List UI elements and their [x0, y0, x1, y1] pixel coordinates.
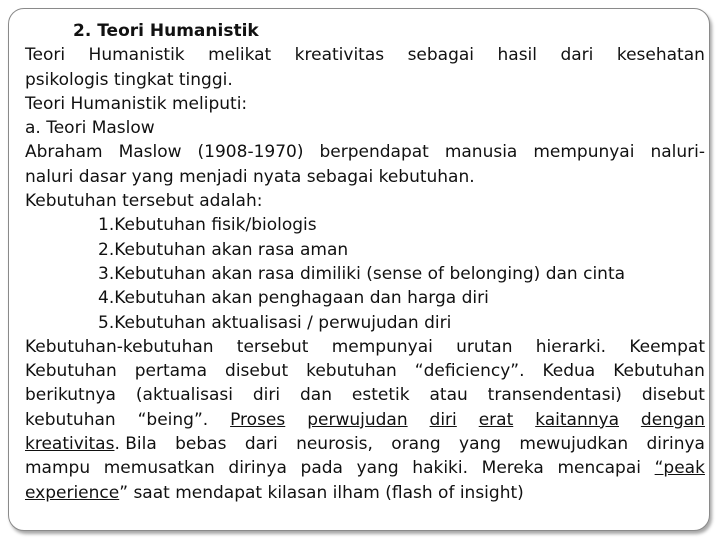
intro-line-1	[25, 43, 705, 67]
underlined-word: experience	[25, 482, 120, 503]
paragraph-line-5	[25, 432, 705, 456]
subheading-maslow: a. Teori Maslow	[25, 118, 155, 139]
word: diri	[252, 385, 281, 406]
word: urutan	[456, 336, 513, 357]
underlined-word: diri	[429, 409, 457, 430]
word: berpendapat	[319, 142, 429, 163]
word: Humanistik	[88, 45, 185, 66]
needs-intro: Kebutuhan tersebut adalah:	[25, 191, 263, 212]
word: mewujudkan	[519, 434, 629, 455]
paragraph-line-3	[25, 383, 705, 407]
word: dari	[560, 45, 594, 66]
word: Keempat	[629, 336, 705, 357]
word: hakiki.	[412, 458, 469, 479]
word: orang	[391, 434, 441, 455]
word: berikutnya	[25, 385, 116, 406]
line-text: ” saat mendapat kilasan ilham (flash of insight)	[119, 482, 524, 503]
word: kesehatan	[616, 45, 705, 66]
need-item-4: 4.Kebutuhan akan penghagaan dan harga diri	[98, 288, 489, 309]
word: mencapai	[557, 458, 641, 479]
underlined-word: kreativitas	[25, 434, 115, 455]
word: Kebutuhan	[25, 361, 117, 382]
word: (aktualisasi	[135, 385, 233, 406]
word-group	[25, 432, 157, 456]
word: transendentasi)	[487, 385, 622, 406]
word: hasil	[497, 45, 537, 66]
maslow-line-1	[25, 140, 705, 164]
word: Maslow	[118, 142, 182, 163]
word: dari	[244, 434, 278, 455]
word: Mereka	[481, 458, 544, 479]
underlined-word: Proses	[230, 409, 286, 430]
paragraph-line-6	[25, 456, 705, 480]
word: memusatkan	[103, 458, 215, 479]
slide-content	[25, 19, 705, 505]
need-item-3: 3.Kebutuhan akan rasa dimiliki (sense of belonging) dan cinta	[98, 263, 626, 284]
word: “being”.	[137, 409, 209, 430]
maslow-line-2: naluri dasar yang menjadi nyata sebagai kebutuhan.	[25, 166, 475, 187]
word: melikat	[208, 45, 272, 66]
word: mempunyai	[331, 336, 433, 357]
underlined-word: “peak	[654, 458, 705, 479]
paragraph-line-1	[25, 335, 705, 359]
word: . Bila	[114, 434, 157, 455]
word: pada	[300, 458, 343, 479]
need-item-1: 1.Kebutuhan fisik/biologis	[98, 215, 317, 236]
underlined-word: dengan	[640, 409, 705, 430]
word: disebut	[225, 361, 289, 382]
word: Kebutuhan-kebutuhan	[25, 336, 214, 357]
word: kebutuhan	[25, 409, 116, 430]
word: estetik	[351, 385, 410, 406]
word: atau	[429, 385, 468, 406]
word: Kedua	[542, 361, 596, 382]
word: manusia	[444, 142, 518, 163]
need-item-5: 5.Kebutuhan aktualisasi / perwujudan diri	[98, 312, 452, 333]
word: pertama	[134, 361, 208, 382]
word: bebas	[175, 434, 227, 455]
word: dirinya	[646, 434, 705, 455]
word: tersebut	[236, 336, 309, 357]
word: Kebutuhan	[613, 361, 705, 382]
slide-frame	[8, 8, 710, 531]
word: dirinya	[228, 458, 287, 479]
underlined-word: perwujudan	[307, 409, 408, 430]
word: mempunyai	[533, 142, 635, 163]
need-item-2: 2.Kebutuhan akan rasa aman	[98, 239, 349, 260]
paragraph-line-2	[25, 359, 705, 383]
word: mampu	[25, 458, 91, 479]
word: kebutuhan	[306, 361, 397, 382]
section-heading: 2. Teori Humanistik	[73, 21, 259, 41]
word: kreativitas	[294, 45, 385, 66]
underlined-word: kaitannya	[535, 409, 619, 430]
word: disebut	[641, 385, 705, 406]
paragraph-line-7	[25, 481, 705, 505]
covers-line: Teori Humanistik meliputi:	[25, 93, 248, 114]
word: yang	[459, 434, 502, 455]
word: yang	[356, 458, 399, 479]
word: Teori	[25, 45, 66, 66]
word: neurosis,	[296, 434, 373, 455]
word: (1908-1970)	[197, 142, 304, 163]
underlined-word: erat	[478, 409, 514, 430]
word: sebagai	[407, 45, 475, 66]
word: hierarki.	[535, 336, 607, 357]
paragraph-line-4	[25, 408, 705, 432]
word: dan	[300, 385, 332, 406]
intro-line-2: psikologis tingkat tinggi.	[25, 69, 233, 90]
word: naluri-	[650, 142, 705, 163]
word: “deficiency”.	[414, 361, 525, 382]
word: Abraham	[25, 142, 103, 163]
